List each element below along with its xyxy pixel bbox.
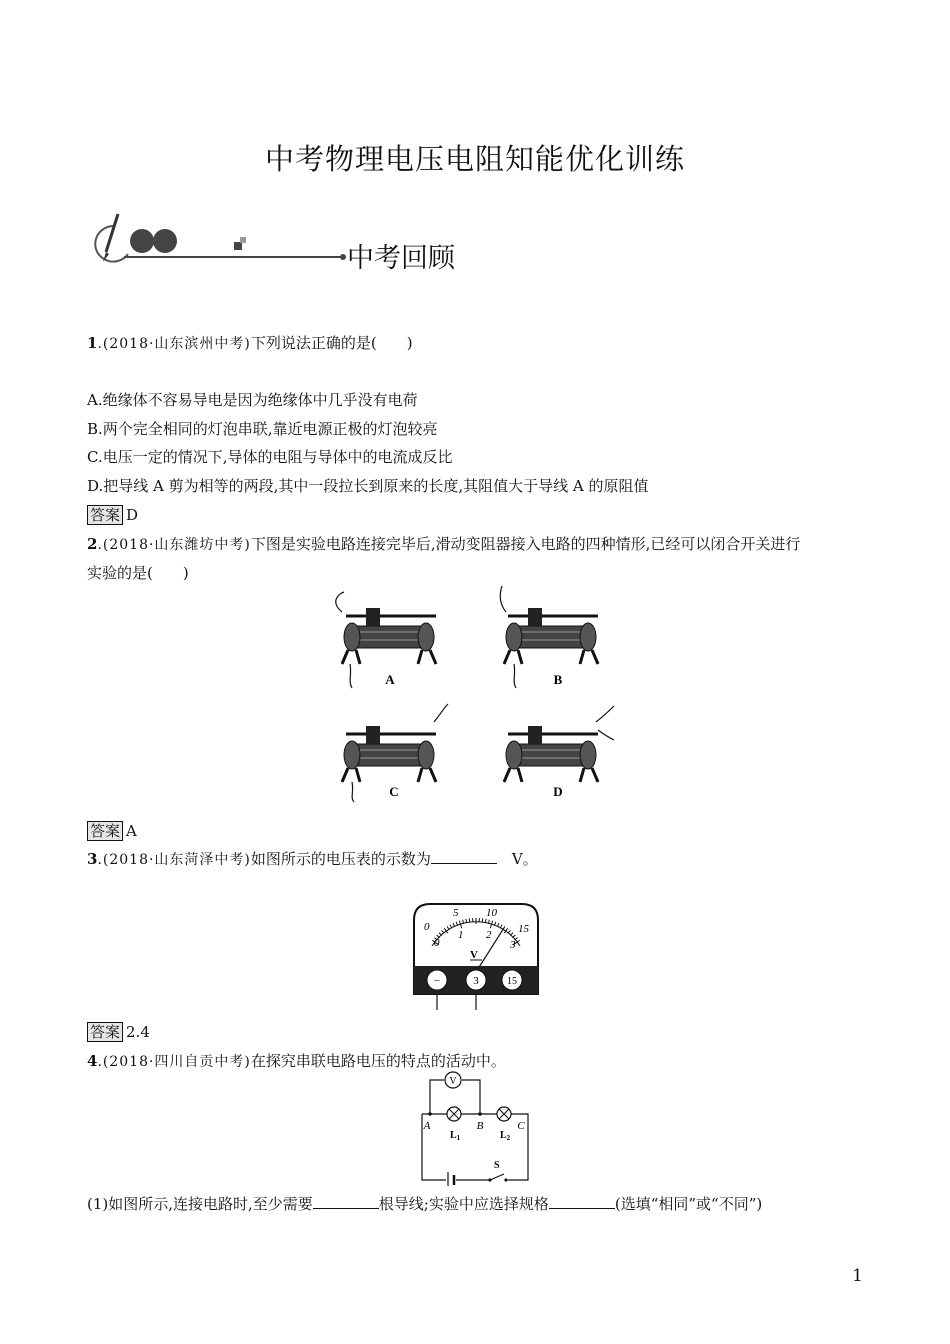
q4-sub1-part2: 根导线;实验中应选择规格 [378,1195,549,1213]
q1-option-a: A.绝缘体不容易导电是因为绝缘体中几乎没有电荷 [87,391,418,409]
q4-sub1-part1: (1)如图所示,连接电路时,至少需要 [87,1195,313,1213]
inner-scale-3: 3 [510,939,516,951]
page-title: 中考物理电压电阻知能优化训练 [264,142,685,176]
rheostat-d [504,706,614,782]
q1-answer [87,505,138,525]
circuit-v-label: V [449,1076,457,1087]
q4-blank-2 [549,1194,615,1209]
q4-blank-1 [313,1194,379,1209]
square-icon [240,237,246,243]
q1-number: 1 [87,334,98,352]
q3-source: .(2018·山东菏泽中考) [97,852,251,868]
inner-scale-1: 1 [458,929,464,941]
point-a-label: A [423,1120,431,1132]
answer-tag: 答案 [87,1022,123,1042]
q1-stem [87,333,413,354]
square-icon [234,242,242,250]
q4-source: .(2018·四川自贡中考) [97,1054,251,1070]
q3-blank [431,849,497,864]
battery-icon [448,1172,454,1186]
outer-scale-0: 0 [424,921,430,933]
q2-stem-line2: 实验的是( ) [87,564,189,582]
rheostat-b [500,586,598,688]
lamp-l1-icon [447,1107,461,1121]
q2-answer [87,821,137,841]
dot-icon [130,229,154,253]
l2-label: $L_2$ [500,1130,511,1142]
l1-label: $L_1$ [450,1130,461,1142]
scale-tick [482,918,483,922]
q3-answer-value: 2.4 [126,1023,150,1041]
q4-stem [87,1051,506,1072]
q3-number: 3 [87,850,98,868]
dot-icon [153,229,177,253]
q3-unit: V。 [511,850,538,868]
q4-sub1-part3: (选填“相同”或“不同”) [614,1195,763,1213]
switch-label: S [494,1160,500,1171]
q4-stem-text: 在探究串联电路电压的特点的活动中。 [250,1052,506,1070]
outer-scale-5: 5 [453,907,459,919]
page-number: 1 [852,1266,863,1286]
q2-stem-line1: 下图是实验电路连接完毕后,滑动变阻器接入电路的四种情形,已经可以闭合开关进行 [250,535,801,553]
terminal-negative: − [433,975,441,987]
q2-answer-value: A [126,822,137,840]
q4-sub1 [87,1194,762,1214]
inner-scale-2: 2 [486,929,492,941]
lamp-l2-icon [497,1107,511,1121]
inner-scale-0: 0 [434,937,440,949]
voltmeter-figure [410,900,542,1012]
q1-option-c: C.电压一定的情况下,导体的电阻与导体中的电流成反比 [87,448,453,466]
fig-label-a: A [385,672,395,687]
terminal-3: 3 [473,975,479,987]
q1-option-b: B.两个完全相同的灯泡串联,靠近电源正极的灯泡较亮 [87,420,438,438]
outer-scale-10: 10 [486,907,497,919]
q1-source: .(2018·山东滨州中考) [97,336,251,352]
q1-answer-value: D [126,506,139,524]
q2-source: .(2018·山东潍坊中考) [97,537,251,553]
q1-option-d: D.把导线 A 剪为相等的两段,其中一段拉长到原来的长度,其阻值大于导线 A 的原阻值 [87,477,649,495]
circuit-figure [416,1070,536,1186]
brush-icon [95,214,128,262]
meter-symbol: V [470,949,478,961]
q2-stem [87,534,800,555]
outer-scale-15: 15 [518,923,529,935]
fig-label-c: C [389,784,399,799]
fig-label-b: B [553,672,563,687]
terminal-15: 15 [507,976,517,987]
rule-end-dot [340,254,346,260]
point-c-label: C [517,1120,525,1132]
q3-answer [87,1022,150,1042]
answer-tag: 答案 [87,821,123,841]
q3-stem-text: 如图所示的电压表的示数为 [250,850,431,868]
q3-stem [87,849,538,870]
q1-stem-text: 下列说法正确的是( ) [250,334,413,352]
fig-label-d: D [553,784,563,799]
rheostat-figure [330,584,620,804]
answer-tag: 答案 [87,505,123,525]
scale-tick [469,918,470,922]
q2-number: 2 [87,535,98,553]
point-b-label: B [476,1120,484,1132]
section-label: 中考回顾 [347,243,455,274]
q4-number: 4 [87,1052,98,1070]
